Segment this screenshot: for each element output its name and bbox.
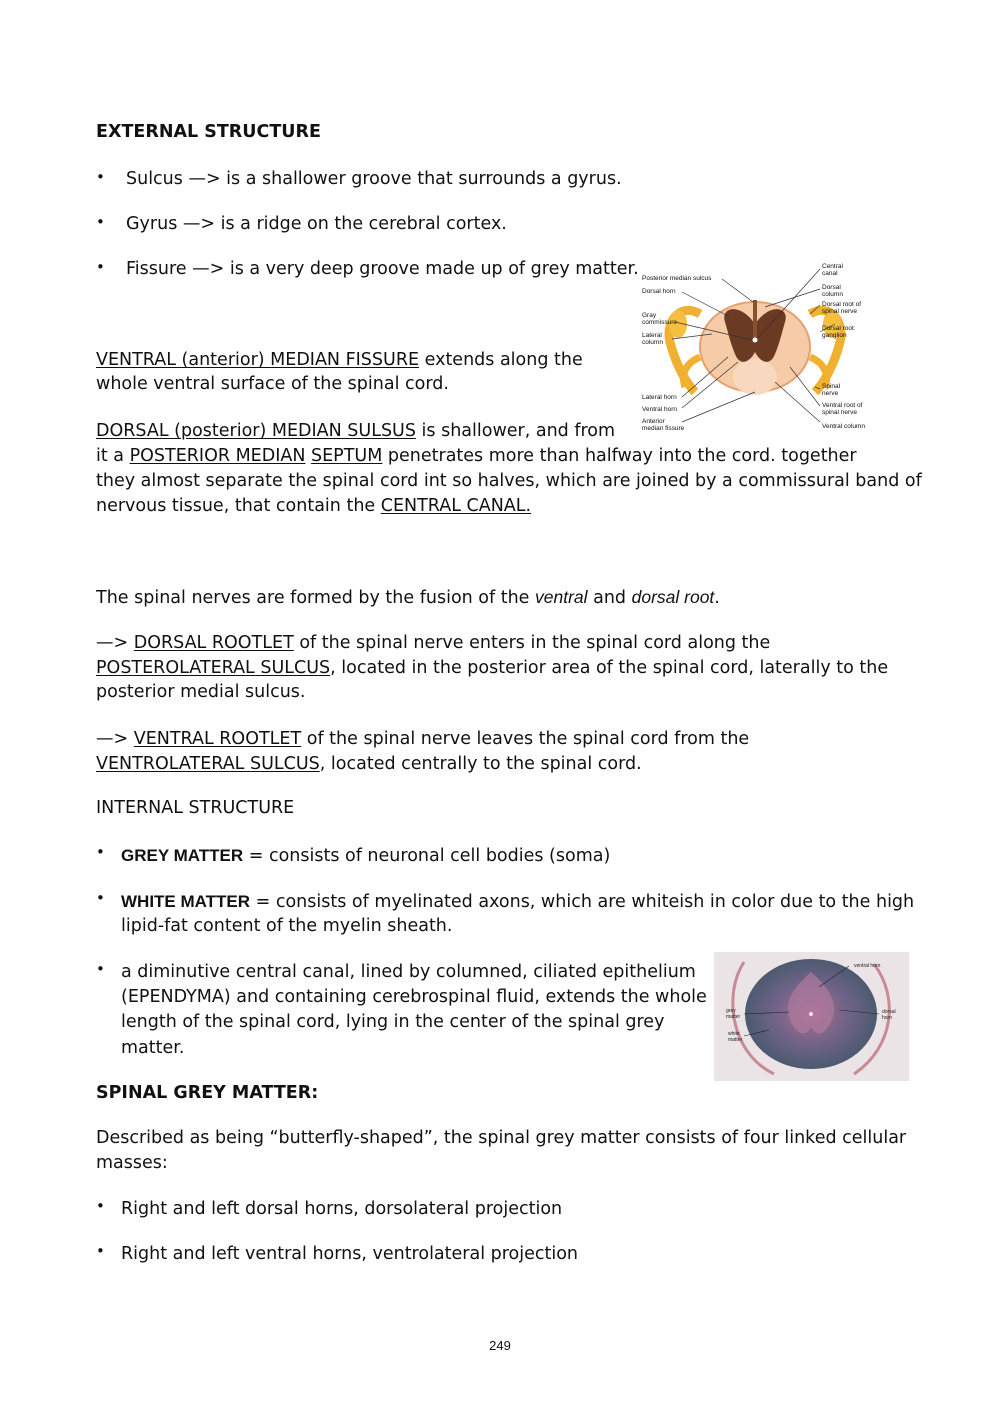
grey-matter-desc-line1: Described as being “butterfly-shaped”, the spinal grey matter consists of four linked cellular bbox=[96, 1128, 907, 1148]
dorsal-sulcus-term: DORSAL (posterior) MEDIAN SULSUS bbox=[96, 421, 416, 441]
bullet-icon: • bbox=[96, 843, 105, 861]
label-lateral-horn: Lateral horn bbox=[642, 394, 677, 401]
label-dorsal-root-spinal-nerve-1: Dorsal root of bbox=[822, 301, 862, 308]
dorsal-rootlet-term: DORSAL ROOTLET bbox=[133, 633, 294, 653]
central-canal-line2: (EPENDYMA) and containing cerebrospinal fluid, extends the whole bbox=[121, 987, 707, 1007]
posterior-median-term: POSTERIOR MEDIAN bbox=[129, 446, 306, 466]
label-lateral-column-2: column bbox=[642, 339, 663, 346]
label-dorsal-column-2: column bbox=[822, 291, 843, 298]
dorsal-root-word: dorsal root bbox=[631, 587, 715, 607]
list-item: Right and left ventral horns, ventrolateral projection bbox=[121, 1244, 579, 1264]
label-ventral-horn: ventral horn bbox=[854, 963, 881, 969]
ventral-fissure-line2: whole ventral surface of the spinal cord. bbox=[96, 374, 449, 394]
label-lateral-column-1: Lateral bbox=[642, 332, 662, 339]
list-item: Fissure —> is a very deep groove made up of grey matter. bbox=[126, 259, 639, 279]
dorsal-sulcus-line1: DORSAL (posterior) MEDIAN SULSUS is shallower, and from bbox=[96, 421, 616, 441]
grey-matter-term: GREY MATTER bbox=[121, 846, 244, 865]
central-canal-line1: a diminutive central canal, lined by columned, ciliated epithelium bbox=[121, 962, 696, 982]
white-matter-line2: lipid-fat content of the myelin sheath. bbox=[121, 916, 453, 936]
bullet-icon: • bbox=[96, 1197, 105, 1215]
label-posterior-median-sulcus: Posterior median sulcus bbox=[642, 275, 712, 282]
dorsal-rootlet-line3: posterior medial sulcus. bbox=[96, 682, 306, 702]
heading-external-structure: EXTERNAL STRUCTURE bbox=[96, 122, 321, 142]
dorsal-sulcus-line3: they almost separate the spinal cord int so halves, which are joined by a commissural band of bbox=[96, 471, 922, 491]
heading-internal-structure: INTERNAL STRUCTURE bbox=[96, 798, 295, 818]
label-dorsal-root-ganglion-2: ganglion bbox=[822, 332, 847, 339]
label-grey-matter-2: matter bbox=[726, 1014, 741, 1020]
label-central-canal-1: Central bbox=[822, 263, 843, 270]
label-white-matter-2: matter bbox=[728, 1037, 743, 1043]
label-dorsal-root-ganglion-1: Dorsal root bbox=[822, 325, 854, 332]
grey-matter-item: GREY MATTER = consists of neuronal cell bodies (soma) bbox=[121, 846, 611, 866]
septum-term: SEPTUM bbox=[311, 446, 383, 466]
label-ventral-column: Ventral column bbox=[822, 423, 865, 430]
label-ventral-horn: Ventral horn bbox=[642, 406, 678, 413]
label-ventral-root-2: spinal nerve bbox=[822, 409, 858, 416]
label-dorsal-horn-2: horn bbox=[882, 1015, 893, 1021]
label-dorsal-horn: Dorsal horn bbox=[642, 288, 676, 295]
white-matter-term: WHITE MATTER bbox=[121, 892, 251, 911]
ventrolateral-sulcus-term: VENTROLATERAL SULCUS bbox=[96, 754, 320, 774]
label-spinal-nerve-1: Spinal bbox=[822, 383, 841, 390]
label-anterior-median-fissure-2: median fissure bbox=[642, 425, 685, 432]
bullet-icon: • bbox=[96, 213, 105, 231]
page-number: 249 bbox=[489, 1338, 511, 1353]
ventral-fissure-line1: VENTRAL (anterior) MEDIAN FISSURE extends along the bbox=[96, 350, 583, 370]
list-item: Gyrus —> is a ridge on the cerebral cortex. bbox=[126, 214, 507, 234]
posterolateral-sulcus-term: POSTEROLATERAL SULCUS bbox=[96, 658, 331, 678]
ventral-rootlet-term: VENTRAL ROOTLET bbox=[133, 729, 302, 749]
label-anterior-median-fissure-1: Anterior bbox=[642, 418, 665, 425]
white-matter-item: WHITE MATTER = consists of myelinated axons, which are whiteish in color due to the high bbox=[121, 892, 915, 912]
central-canal-term: CENTRAL CANAL. bbox=[380, 496, 532, 516]
label-central-canal-2: canal bbox=[822, 270, 838, 277]
bullet-icon: • bbox=[96, 1242, 105, 1260]
grey-matter-desc-line2: masses: bbox=[96, 1153, 168, 1173]
label-gray-commissure-1: Gray bbox=[642, 312, 657, 319]
ventral-fissure-term: VENTRAL (anterior) MEDIAN FISSURE bbox=[96, 350, 420, 370]
spinal-nerves-line: The spinal nerves are formed by the fusion of the ventral and dorsal root. bbox=[96, 587, 720, 608]
bullet-icon: • bbox=[96, 258, 105, 276]
bullet-icon: • bbox=[96, 960, 105, 978]
dorsal-sulcus-line2: it a POSTERIOR MEDIAN SEPTUM penetrates more than halfway into the cord. together bbox=[96, 446, 857, 466]
dorsal-sulcus-line4: nervous tissue, that contain the CENTRAL CANAL. bbox=[96, 496, 532, 516]
label-gray-commissure-2: commissure bbox=[642, 319, 678, 326]
label-dorsal-column-1: Dorsal bbox=[822, 284, 841, 291]
label-grey-matter-1: grey bbox=[726, 1008, 736, 1014]
dorsal-rootlet-line2: POSTEROLATERAL SULCUS, located in the posterior area of the spinal cord, laterally to the bbox=[96, 658, 889, 678]
central-canal-line3: length of the spinal cord, lying in the center of the spinal grey bbox=[121, 1012, 665, 1032]
bullet-icon: • bbox=[96, 168, 105, 186]
ventral-rootlet-line1: —> VENTRAL ROOTLET of the spinal nerve leaves the spinal cord from the bbox=[96, 729, 750, 749]
dorsal-rootlet-line1: —> DORSAL ROOTLET of the spinal nerve enters in the spinal cord along the bbox=[96, 633, 771, 653]
spinal-cord-histology-image bbox=[714, 952, 909, 1081]
central-canal-line4: matter. bbox=[121, 1038, 185, 1058]
label-dorsal-horn-1: dorsal bbox=[882, 1009, 896, 1015]
label-dorsal-root-spinal-nerve-2: spinal nerve bbox=[822, 308, 858, 315]
list-item: Sulcus —> is a shallower groove that surrounds a gyrus. bbox=[126, 169, 622, 189]
ventral-rootlet-line2: VENTROLATERAL SULCUS, located centrally to the spinal cord. bbox=[96, 754, 642, 774]
spinal-cord-diagram bbox=[640, 262, 870, 434]
label-ventral-root-1: Ventral root of bbox=[822, 402, 863, 409]
bullet-icon: • bbox=[96, 889, 105, 907]
label-spinal-nerve-2: nerve bbox=[822, 390, 839, 397]
label-white-matter-1: white bbox=[728, 1031, 740, 1037]
heading-spinal-grey-matter: SPINAL GREY MATTER: bbox=[96, 1083, 319, 1103]
list-item: Right and left dorsal horns, dorsolateral projection bbox=[121, 1199, 563, 1219]
ventral-word: ventral bbox=[535, 587, 588, 607]
